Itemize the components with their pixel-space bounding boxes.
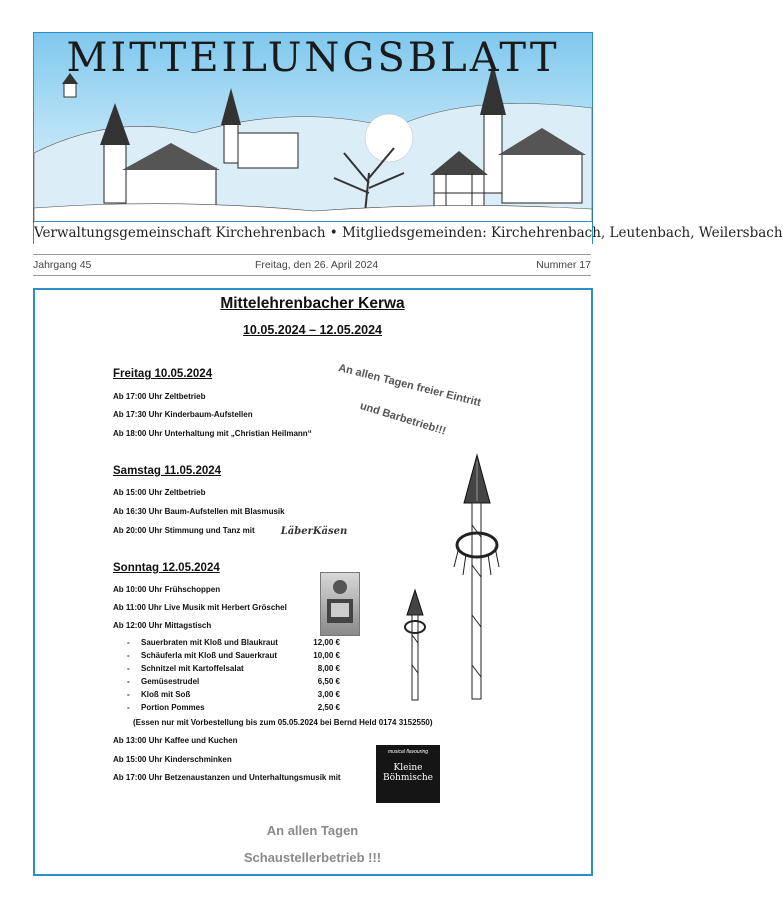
issue-year: Jahrgang 45	[33, 259, 92, 271]
day-heading-saturday: Samstag 11.05.2024	[113, 465, 222, 477]
schedule-item: Ab 17:00 Uhr Betzenaustanzen und Unterhaltungsmusik mit	[113, 773, 341, 782]
menu-item: - Schäuferla mit Kloß und Sauerkraut	[127, 651, 278, 660]
issue-date: Freitag, den 26. April 2024	[255, 259, 379, 271]
menu-item: - Schnitzel mit Kartoffelsalat	[127, 664, 244, 673]
schedule-item: Ab 20:00 Uhr Stimmung und Tanz mit	[113, 526, 255, 535]
menu-price: 10,00 €	[313, 651, 340, 660]
menu-price: 6,50 €	[317, 677, 340, 686]
footer-line2: Schaustellerbetrieb !!!	[243, 850, 382, 865]
menu-item: - Sauerbraten mit Kloß und Blaukraut	[127, 638, 278, 647]
schedule-item: Ab 18:00 Uhr Unterhaltung mit „Christian Heilmann“	[113, 429, 312, 438]
menu-item: - Portion Pommes	[127, 703, 205, 712]
menu-note: (Essen nur mit Vorbestellung bis zum 05.05.2024 bei Bernd Held 0174 3152550)	[133, 718, 433, 727]
band-logo-name: Kleine Böhmische	[382, 763, 434, 783]
day-heading-friday: Freitag 10.05.2024	[113, 368, 213, 380]
schedule-item: Ab 11:00 Uhr Live Musik mit Herbert Gröschel	[113, 603, 287, 612]
event-dates: 10.05.2024 – 12.05.2024	[242, 323, 383, 337]
menu-dish: Kloß mit Soß	[141, 690, 191, 699]
schedule-item: Ab 15:00 Uhr Kinderschminken	[113, 755, 232, 764]
masthead-title: MITTEILUNGSBLATT	[66, 35, 560, 81]
day-heading-sunday: Sonntag 12.05.2024	[113, 562, 220, 574]
maypole-illustration	[400, 455, 500, 705]
menu-dish: Schnitzel mit Kartoffelsalat	[141, 664, 244, 673]
menu-dish: Sauerbraten mit Kloß und Blaukraut	[141, 638, 278, 647]
menu-item: - Kloß mit Soß	[127, 690, 191, 699]
schedule-item: Ab 13:00 Uhr Kaffee und Kuchen	[113, 736, 238, 745]
issue-info-line	[33, 254, 591, 276]
schedule-item: Ab 15:00 Uhr Zeltbetrieb	[113, 488, 206, 497]
side-note-line2: und Barbetrieb!!!	[358, 400, 448, 438]
band-logo-laeberkaesen: LäberKäsen	[280, 526, 348, 537]
menu-price: 12,00 €	[313, 638, 340, 647]
menu-dish: Portion Pommes	[141, 703, 205, 712]
musician-photo	[320, 572, 360, 636]
footer-line1: An allen Tagen	[266, 823, 359, 838]
masthead	[33, 32, 783, 244]
event-title: Mittelehrenbacher Kerwa	[220, 295, 405, 312]
side-note-line1: An allen Tagen freier Eintritt	[337, 362, 483, 410]
menu-item: - Gemüsestrudel	[127, 677, 200, 686]
menu-price: 2,50 €	[317, 703, 340, 712]
masthead-subtitle: Verwaltungsgemeinschaft Kirchehrenbach • Mitgliedsgemeinden: Kirchehrenbach, Leutenbach, Weilersbach	[34, 221, 592, 244]
schedule-item: Ab 10:00 Uhr Frühschoppen	[113, 585, 221, 594]
schedule-item: Ab 17:30 Uhr Kinderbaum-Aufstellen	[113, 410, 253, 419]
band-logo-kleine-boehmische	[376, 745, 440, 803]
menu-dish: Schäuferla mit Kloß und Sauerkraut	[141, 651, 278, 660]
schedule-item: Ab 16:30 Uhr Baum-Aufstellen mit Blasmusik	[113, 507, 285, 516]
menu-dish: Gemüsestrudel	[141, 677, 200, 686]
menu-price: 8,00 €	[317, 664, 340, 673]
menu-price: 3,00 €	[317, 690, 340, 699]
band-logo-tagline: musical flavouring	[387, 749, 429, 755]
schedule-item: Ab 12:00 Uhr Mittagstisch	[113, 621, 212, 630]
schedule-item: Ab 17:00 Uhr Zeltbetrieb	[113, 392, 206, 401]
issue-number: Nummer 17	[536, 259, 591, 271]
